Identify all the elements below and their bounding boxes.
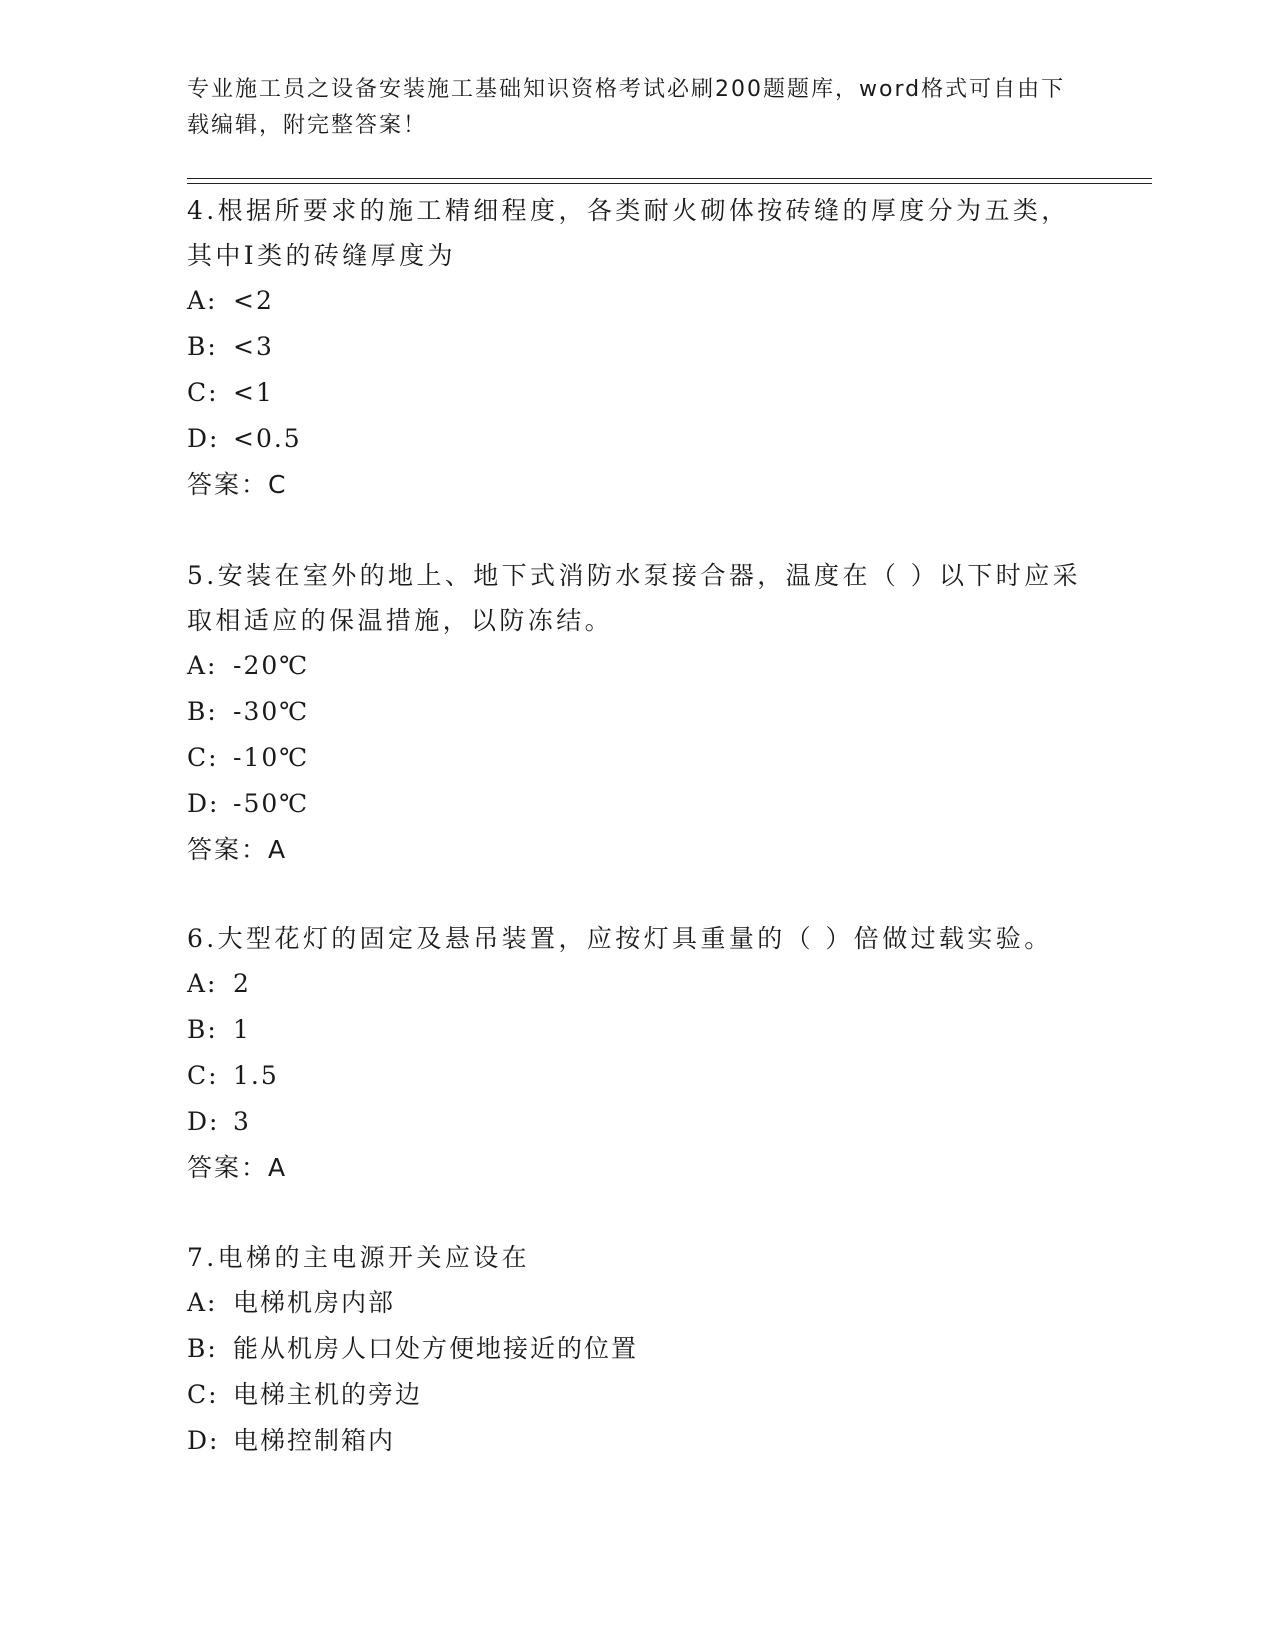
header-divider-bottom xyxy=(187,183,1152,184)
option-letter: A: xyxy=(187,651,218,680)
answer-line: 答案：A xyxy=(187,835,288,864)
option-c xyxy=(187,370,1087,416)
option-b xyxy=(187,1007,1087,1053)
question-5 xyxy=(187,553,1087,873)
option-c xyxy=(187,1053,1087,1099)
option-a xyxy=(187,278,1087,324)
option-b xyxy=(187,689,1087,735)
option-letter: B: xyxy=(187,332,218,361)
question-text: 5.安装在室外的地上、地下式消防水泵接合器，温度在（ ）以下时应采取相适应的保温措施，以防冻结。 xyxy=(187,561,1082,635)
option-d xyxy=(187,781,1087,827)
option-text: 电梯主机的旁边 xyxy=(233,1380,423,1409)
option-text: <0.5 xyxy=(233,424,302,453)
question-7 xyxy=(187,1235,1087,1464)
option-letter: A: xyxy=(187,1288,218,1317)
document-title: 专业施工员之设备安装施工基础知识资格考试必刷200题题库，word格式可自由下载编辑，附完整答案！ xyxy=(187,77,1066,138)
option-letter: B: xyxy=(187,1015,218,1044)
option-letter: D: xyxy=(187,1426,220,1455)
option-letter: B: xyxy=(187,697,218,726)
option-letter: C: xyxy=(187,1061,219,1090)
option-letter: C: xyxy=(187,378,219,407)
option-d xyxy=(187,416,1087,462)
option-letter: C: xyxy=(187,1380,219,1409)
option-a xyxy=(187,643,1087,689)
option-text: -20℃ xyxy=(233,651,310,680)
option-c xyxy=(187,735,1087,781)
option-text: 2 xyxy=(233,969,251,998)
option-text: 能从机房人口处方便地接近的位置 xyxy=(233,1334,639,1363)
header-divider-top xyxy=(187,178,1152,179)
question-text: 7.电梯的主电源开关应设在 xyxy=(187,1243,531,1272)
option-letter: D: xyxy=(187,789,220,818)
option-text: <3 xyxy=(233,332,274,361)
option-text: <1 xyxy=(233,378,274,407)
option-text: 3 xyxy=(233,1107,251,1136)
option-a xyxy=(187,1280,1087,1326)
question-text: 6.大型花灯的固定及悬吊装置，应按灯具重量的（ ）倍做过载实验。 xyxy=(187,924,1053,953)
option-letter: C: xyxy=(187,743,219,772)
question-6 xyxy=(187,916,1087,1191)
option-b xyxy=(187,324,1087,370)
answer-line: 答案：A xyxy=(187,1153,288,1182)
option-text: -50℃ xyxy=(233,789,310,818)
option-letter: A: xyxy=(187,286,218,315)
option-b xyxy=(187,1326,1087,1372)
option-text: 电梯控制箱内 xyxy=(233,1426,396,1455)
option-text: 1 xyxy=(233,1015,251,1044)
question-text: 4.根据所要求的施工精细程度，各类耐火砌体按砖缝的厚度分为五类，其中Ⅰ类的砖缝厚度为 xyxy=(187,196,1070,270)
option-a xyxy=(187,961,1087,1007)
option-d xyxy=(187,1099,1087,1145)
option-text: 1.5 xyxy=(233,1061,279,1090)
option-d xyxy=(187,1418,1087,1464)
option-text: 电梯机房内部 xyxy=(233,1288,396,1317)
option-c xyxy=(187,1372,1087,1418)
option-text: -30℃ xyxy=(233,697,310,726)
option-letter: A: xyxy=(187,969,218,998)
option-letter: D: xyxy=(187,424,220,453)
answer-line: 答案：C xyxy=(187,470,288,499)
option-text: <2 xyxy=(233,286,274,315)
option-letter: B: xyxy=(187,1334,218,1363)
question-4 xyxy=(187,188,1087,508)
option-letter: D: xyxy=(187,1107,220,1136)
option-text: -10℃ xyxy=(233,743,310,772)
